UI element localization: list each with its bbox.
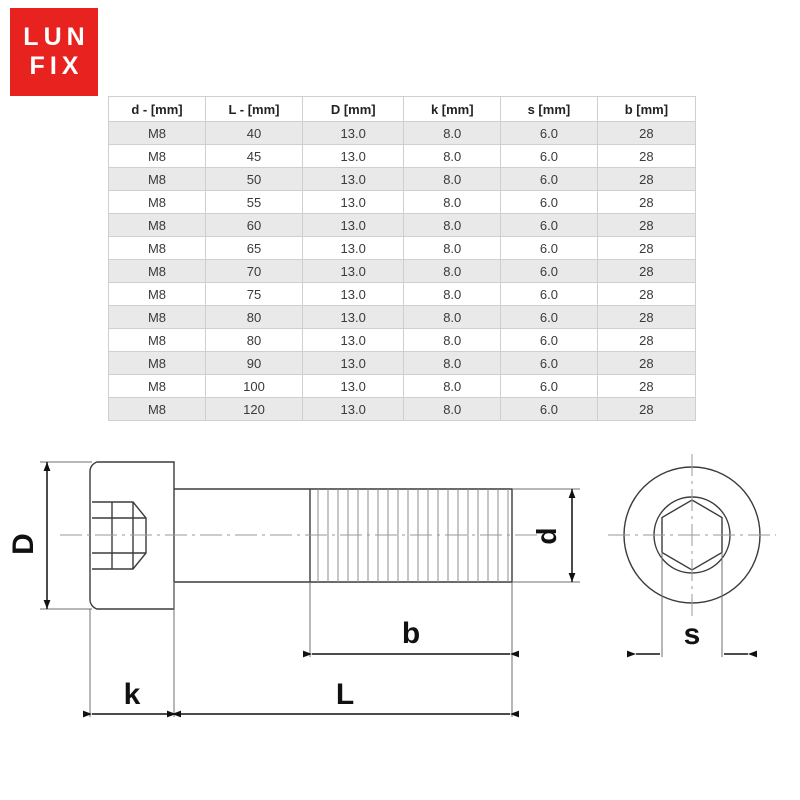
cell-s: 6.0 xyxy=(501,191,598,214)
dimension-D xyxy=(7,462,47,609)
cell-d: M8 xyxy=(109,237,206,260)
cell-k: 8.0 xyxy=(404,283,501,306)
cell-b: 28 xyxy=(597,352,695,375)
cell-D: 13.0 xyxy=(303,283,404,306)
column-header-b: b [mm] xyxy=(597,97,695,122)
logo-line-2: FIX xyxy=(29,52,84,80)
table-row xyxy=(109,352,696,375)
spec-table-body xyxy=(109,122,696,421)
dimension-L xyxy=(176,678,510,714)
table-row xyxy=(109,398,696,421)
cell-b: 28 xyxy=(597,375,695,398)
cell-D: 13.0 xyxy=(303,352,404,375)
cell-b: 28 xyxy=(597,145,695,168)
cell-k: 8.0 xyxy=(404,329,501,352)
cell-L: 80 xyxy=(206,329,303,352)
cell-s: 6.0 xyxy=(501,260,598,283)
cell-L: 60 xyxy=(206,214,303,237)
cell-b: 28 xyxy=(597,122,695,145)
cell-d: M8 xyxy=(109,306,206,329)
cell-s: 6.0 xyxy=(501,237,598,260)
cell-s: 6.0 xyxy=(501,168,598,191)
cell-D: 13.0 xyxy=(303,398,404,421)
cell-L: 90 xyxy=(206,352,303,375)
cell-d: M8 xyxy=(109,329,206,352)
cell-s: 6.0 xyxy=(501,329,598,352)
table-row xyxy=(109,122,696,145)
spec-table xyxy=(108,96,696,421)
cell-D: 13.0 xyxy=(303,306,404,329)
cell-k: 8.0 xyxy=(404,306,501,329)
cell-b: 28 xyxy=(597,260,695,283)
dimension-k xyxy=(92,678,172,714)
dimension-s xyxy=(636,618,748,654)
column-header-L: L - [mm] xyxy=(206,97,303,122)
cell-d: M8 xyxy=(109,122,206,145)
cell-d: M8 xyxy=(109,375,206,398)
table-row xyxy=(109,145,696,168)
cell-b: 28 xyxy=(597,191,695,214)
cell-D: 13.0 xyxy=(303,329,404,352)
cell-s: 6.0 xyxy=(501,375,598,398)
cell-k: 8.0 xyxy=(404,352,501,375)
cell-D: 13.0 xyxy=(303,375,404,398)
cell-D: 13.0 xyxy=(303,214,404,237)
cell-d: M8 xyxy=(109,168,206,191)
table-header-row xyxy=(109,97,696,122)
cell-s: 6.0 xyxy=(501,145,598,168)
cell-L: 45 xyxy=(206,145,303,168)
spec-table-container xyxy=(108,96,696,421)
cell-k: 8.0 xyxy=(404,168,501,191)
cell-b: 28 xyxy=(597,329,695,352)
dimension-label-b: b xyxy=(401,617,421,650)
cell-b: 28 xyxy=(597,237,695,260)
dimension-label-D: D xyxy=(7,533,40,555)
cell-L: 70 xyxy=(206,260,303,283)
table-row xyxy=(109,237,696,260)
table-row xyxy=(109,260,696,283)
cell-D: 13.0 xyxy=(303,191,404,214)
cell-d: M8 xyxy=(109,398,206,421)
cell-d: M8 xyxy=(109,283,206,306)
screw-side-view xyxy=(60,462,545,609)
cell-k: 8.0 xyxy=(404,398,501,421)
dimension-label-s: s xyxy=(683,618,701,651)
cell-k: 8.0 xyxy=(404,122,501,145)
cell-b: 28 xyxy=(597,306,695,329)
cell-d: M8 xyxy=(109,191,206,214)
cell-b: 28 xyxy=(597,214,695,237)
table-row xyxy=(109,214,696,237)
table-row xyxy=(109,375,696,398)
cell-s: 6.0 xyxy=(501,398,598,421)
cell-D: 13.0 xyxy=(303,122,404,145)
spec-table-header xyxy=(109,97,696,122)
dimension-label-L: L xyxy=(335,678,355,711)
table-row xyxy=(109,283,696,306)
cell-L: 75 xyxy=(206,283,303,306)
cell-k: 8.0 xyxy=(404,237,501,260)
cell-d: M8 xyxy=(109,214,206,237)
cell-k: 8.0 xyxy=(404,145,501,168)
cell-d: M8 xyxy=(109,145,206,168)
dimension-b xyxy=(312,617,510,654)
column-header-d: d - [mm] xyxy=(109,97,206,122)
cell-L: 100 xyxy=(206,375,303,398)
cell-L: 50 xyxy=(206,168,303,191)
cell-k: 8.0 xyxy=(404,375,501,398)
cell-s: 6.0 xyxy=(501,214,598,237)
logo-line-1: LUN xyxy=(23,23,90,52)
dimension-label-d: d xyxy=(531,527,562,545)
cell-L: 40 xyxy=(206,122,303,145)
brand-logo xyxy=(10,8,98,96)
table-row xyxy=(109,191,696,214)
cell-s: 6.0 xyxy=(501,283,598,306)
table-row xyxy=(109,168,696,191)
cell-b: 28 xyxy=(597,168,695,191)
cell-L: 80 xyxy=(206,306,303,329)
table-row xyxy=(109,329,696,352)
dimension-d xyxy=(531,489,572,582)
cell-b: 28 xyxy=(597,398,695,421)
dimension-label-k: k xyxy=(123,678,141,711)
cell-k: 8.0 xyxy=(404,214,501,237)
cell-D: 13.0 xyxy=(303,145,404,168)
cell-s: 6.0 xyxy=(501,306,598,329)
table-row xyxy=(109,306,696,329)
screw-end-view xyxy=(608,454,776,657)
cell-b: 28 xyxy=(597,283,695,306)
cell-D: 13.0 xyxy=(303,168,404,191)
column-header-D: D [mm] xyxy=(303,97,404,122)
technical-drawing xyxy=(0,432,800,800)
cell-D: 13.0 xyxy=(303,260,404,283)
cell-d: M8 xyxy=(109,352,206,375)
column-header-k: k [mm] xyxy=(404,97,501,122)
cell-L: 65 xyxy=(206,237,303,260)
cell-D: 13.0 xyxy=(303,237,404,260)
column-header-s: s [mm] xyxy=(501,97,598,122)
cell-s: 6.0 xyxy=(501,122,598,145)
cell-k: 8.0 xyxy=(404,260,501,283)
cell-k: 8.0 xyxy=(404,191,501,214)
cell-d: M8 xyxy=(109,260,206,283)
cell-L: 120 xyxy=(206,398,303,421)
cell-s: 6.0 xyxy=(501,352,598,375)
cell-L: 55 xyxy=(206,191,303,214)
